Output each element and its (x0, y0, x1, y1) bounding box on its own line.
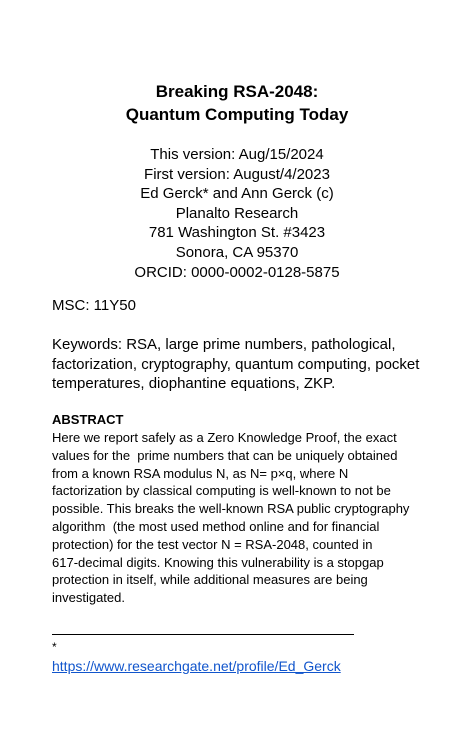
organization: Planalto Research (175, 204, 299, 222)
abstract-line: values for the prime numbers that can be uniquely obtained (52, 447, 398, 463)
abstract-line: protection in itself, while additional measures are being (52, 572, 368, 588)
title-line-1: Breaking RSA-2048: (155, 82, 319, 101)
keywords-line: factorization, cryptography, quantum computing, pocket (52, 355, 420, 373)
authors: Ed Gerck* and Ann Gerck (c) (140, 185, 334, 203)
abstract-line: investigated. (52, 590, 125, 606)
researchgate-profile-link[interactable]: https://www.researchgate.net/profile/Ed_Gerck (52, 658, 341, 674)
footnote-marker: * (52, 640, 57, 654)
keywords-line: temperatures, diophantine equations, ZKP. (52, 375, 336, 392)
keywords (52, 335, 452, 394)
footnote-divider (52, 634, 354, 635)
abstract-line: from a known RSA modulus N, as N= p×q, where N (52, 465, 349, 481)
street-address: 781 Washington St. #3423 (148, 224, 326, 242)
first-version: First version: August/4/2023 (144, 165, 330, 183)
orcid: ORCID: 0000-0002-0128-5875 (134, 263, 340, 281)
abstract-line: possible. This breaks the well-known RSA public cryptography (52, 501, 410, 517)
msc-classification: MSC: 11Y50 (52, 297, 136, 314)
abstract-line: factorization by classical computing is well-known to not be (52, 483, 391, 499)
abstract-line: algorithm (the most used method online and for financial (52, 518, 380, 534)
this-version: This version: Aug/15/2024 (150, 146, 324, 163)
abstract-body (52, 429, 452, 607)
city-address: Sonora, CA 95370 (175, 243, 299, 261)
abstract-line: 617-decimal digits. Knowing this vulnerability is a stopgap (52, 554, 384, 570)
abstract-line: protection) for the test vector N = RSA-2048, counted in (52, 536, 373, 552)
paper-metadata (0, 145, 474, 282)
paper-title (0, 80, 474, 126)
abstract-heading: ABSTRACT (52, 412, 124, 427)
keywords-line: Keywords: RSA, large prime numbers, pathological, (52, 336, 396, 353)
title-line-2: Quantum Computing Today (125, 105, 349, 124)
abstract-line: Here we report safely as a Zero Knowledge Proof, the exact (52, 430, 397, 445)
